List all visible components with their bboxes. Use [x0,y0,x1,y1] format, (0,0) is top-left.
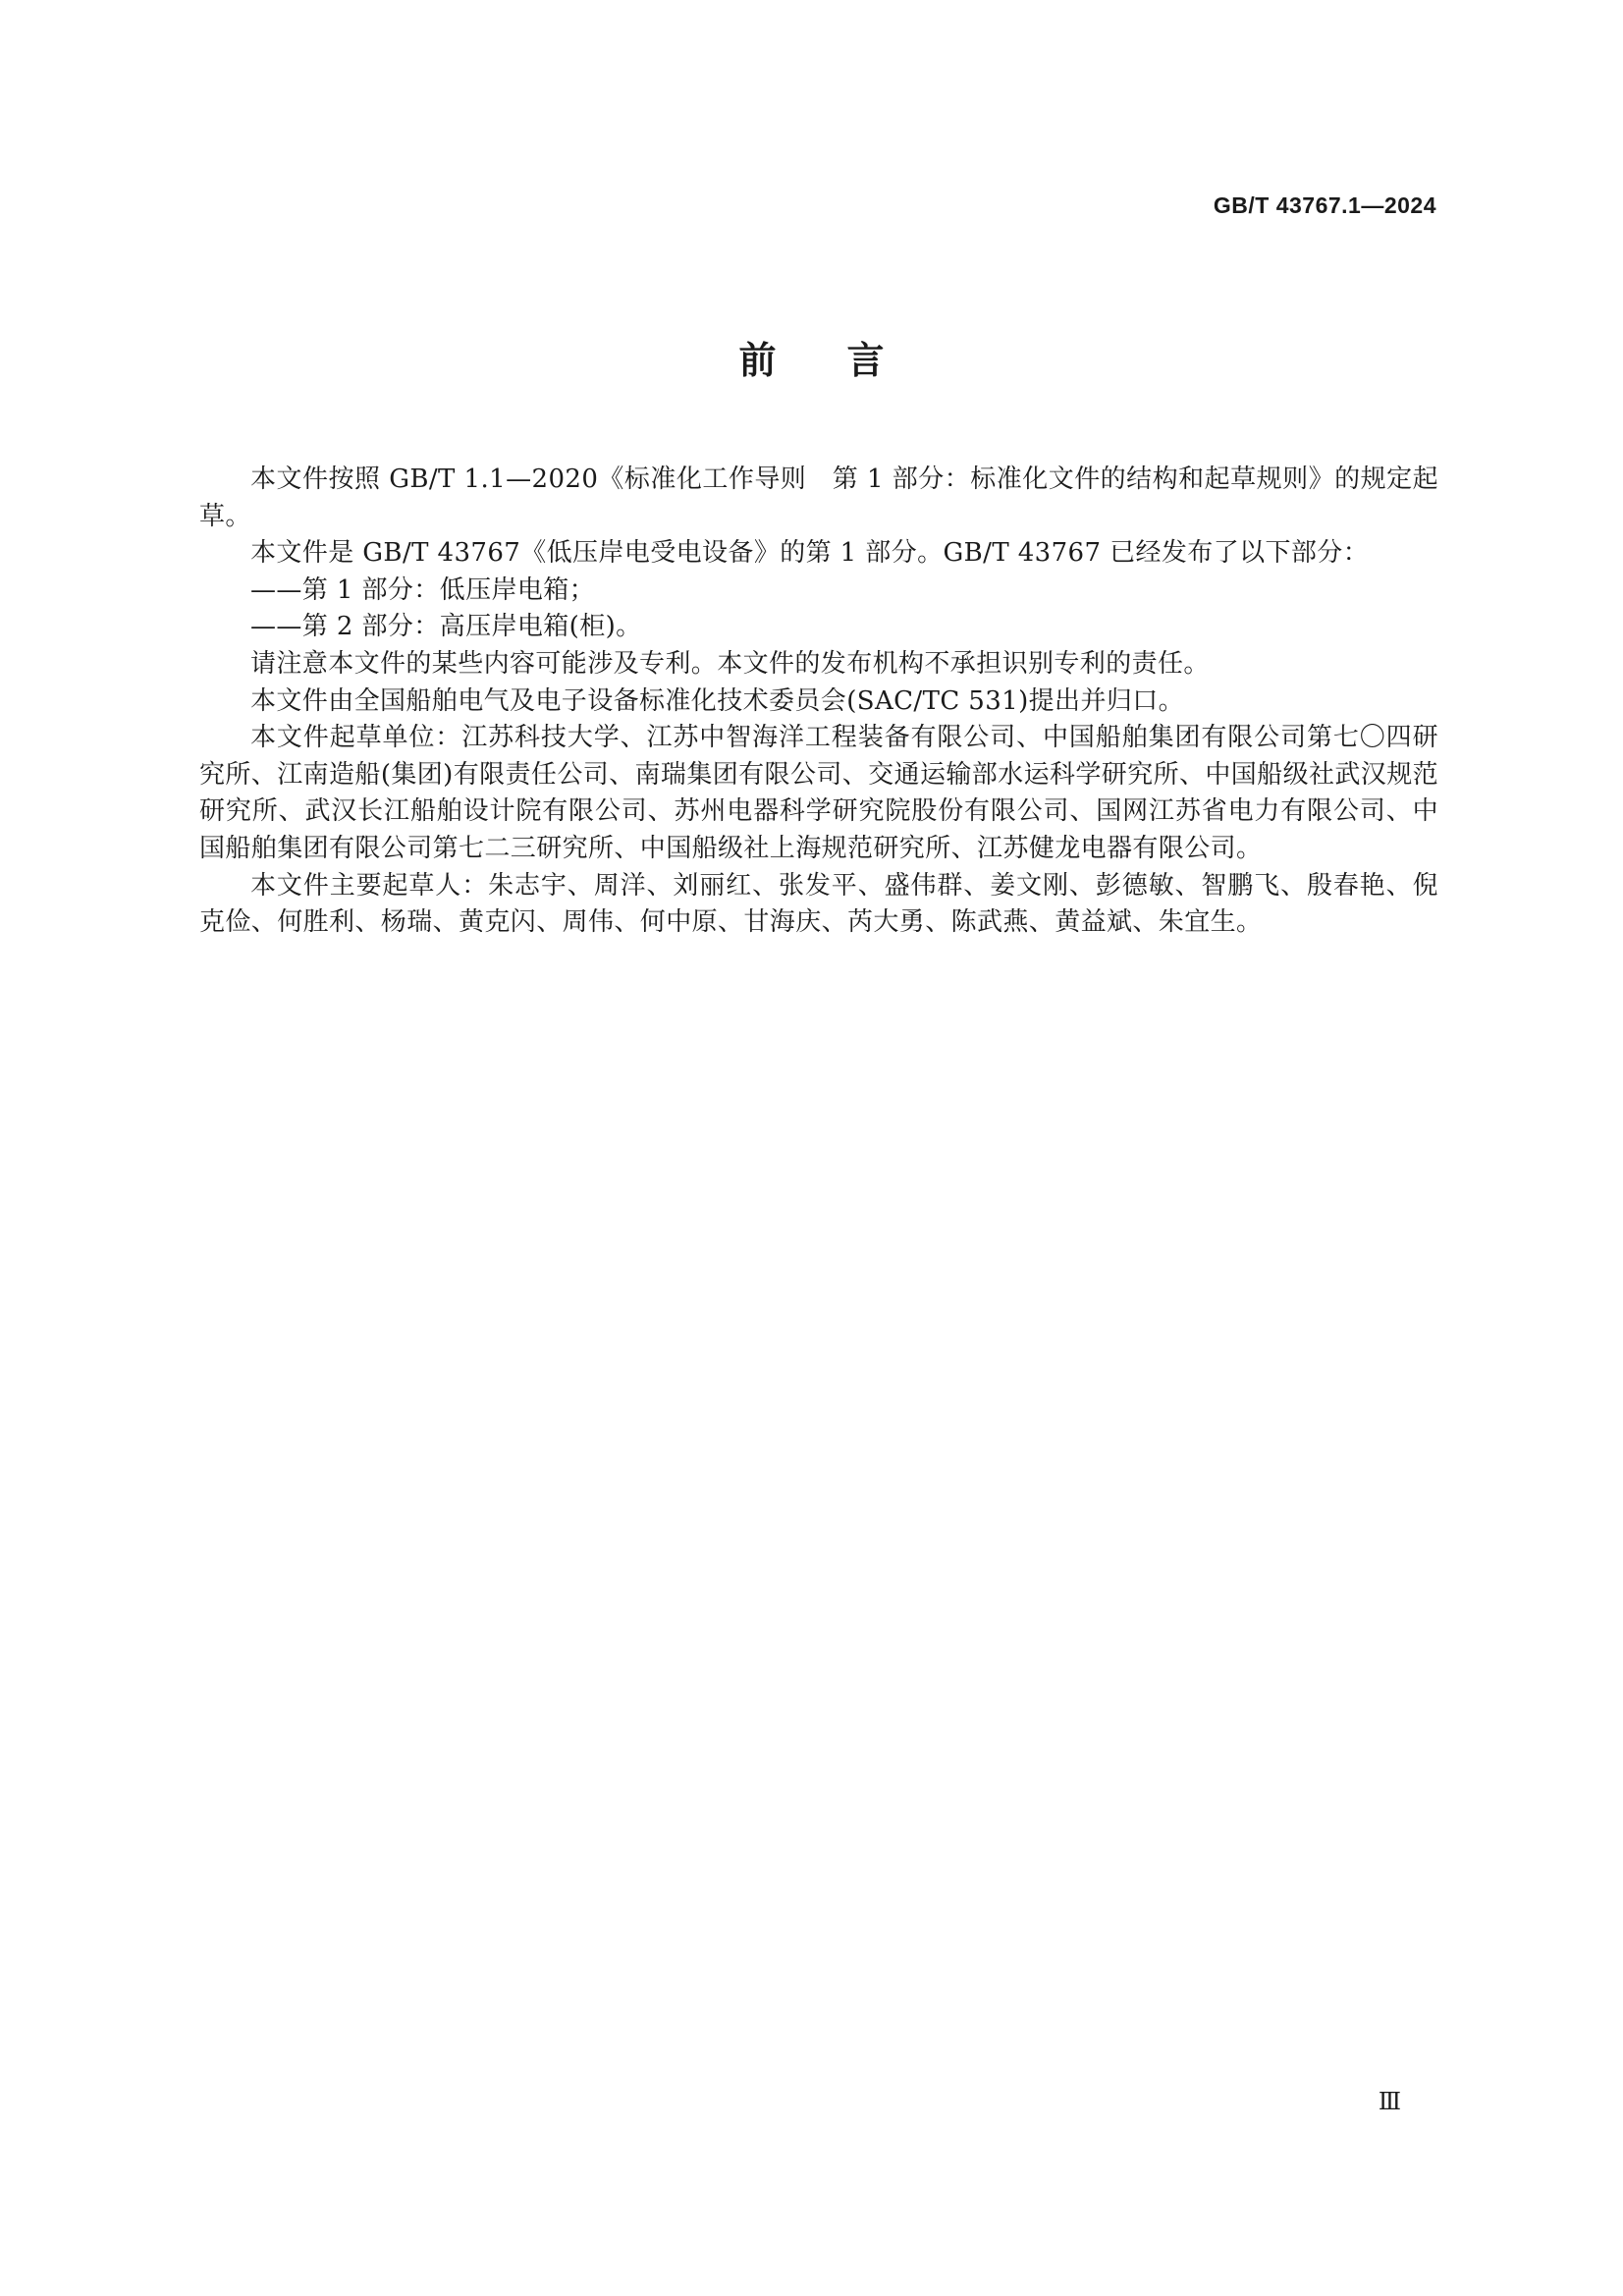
paragraph-series-info: 本文件是 GB/T 43767《低压岸电受电设备》的第 1 部分。GB/T 43767 已经发布了以下部分： [250,538,1370,569]
paragraph-drafting-units: 本文件起草单位：江苏科技大学、江苏中智海洋工程装备有限公司、中国船舶集团有限公司第七〇四研究所、江南造船(集团)有限责任公司、南瑞集团有限公司、交通运输部水运科学研究所、中国船级社武汉规范研究所、武汉长江船舶设计院有限公司、苏州电器科学研究院股份有限公司、国网江苏省电力有限公司、中国船舶集团有限公司第七二三研究所、中国船级社上海规范研究所、江苏健龙电器有限公司。 [199,723,1438,863]
page-number: Ⅲ [1378,2088,1401,2115]
foreword-body [199,462,1438,942]
paragraph-patent-notice: 请注意本文件的某些内容可能涉及专利。本文件的发布机构不承担识别专利的责任。 [250,648,1210,679]
paragraph-proposer: 本文件由全国船舶电气及电子设备标准化技术委员会(SAC/TC 531)提出并归口。 [250,685,1185,716]
paragraph-drafters: 本文件主要起草人：朱志宇、周洋、刘丽红、张发平、盛伟群、姜文刚、彭德敏、智鹏飞、殷春艳、倪克俭、何胜利、杨瑞、黄克闪、周伟、何中原、甘海庆、芮大勇、陈武燕、黄益斌、朱宜生。 [199,870,1438,938]
paragraph-drafting-rules: 本文件按照 GB/T 1.1—2020《标准化工作导则 第 1 部分：标准化文件的结构和起草规则》的规定起草。 [199,465,1438,531]
page-title: 前言 [738,339,955,382]
list-item-part-1: ——第 1 部分：低压岸电箱； [250,574,596,605]
standard-code: GB/T 43767.1—2024 [1213,192,1436,218]
list-item-part-2: ——第 2 部分：高压岸电箱(柜)。 [250,612,642,642]
